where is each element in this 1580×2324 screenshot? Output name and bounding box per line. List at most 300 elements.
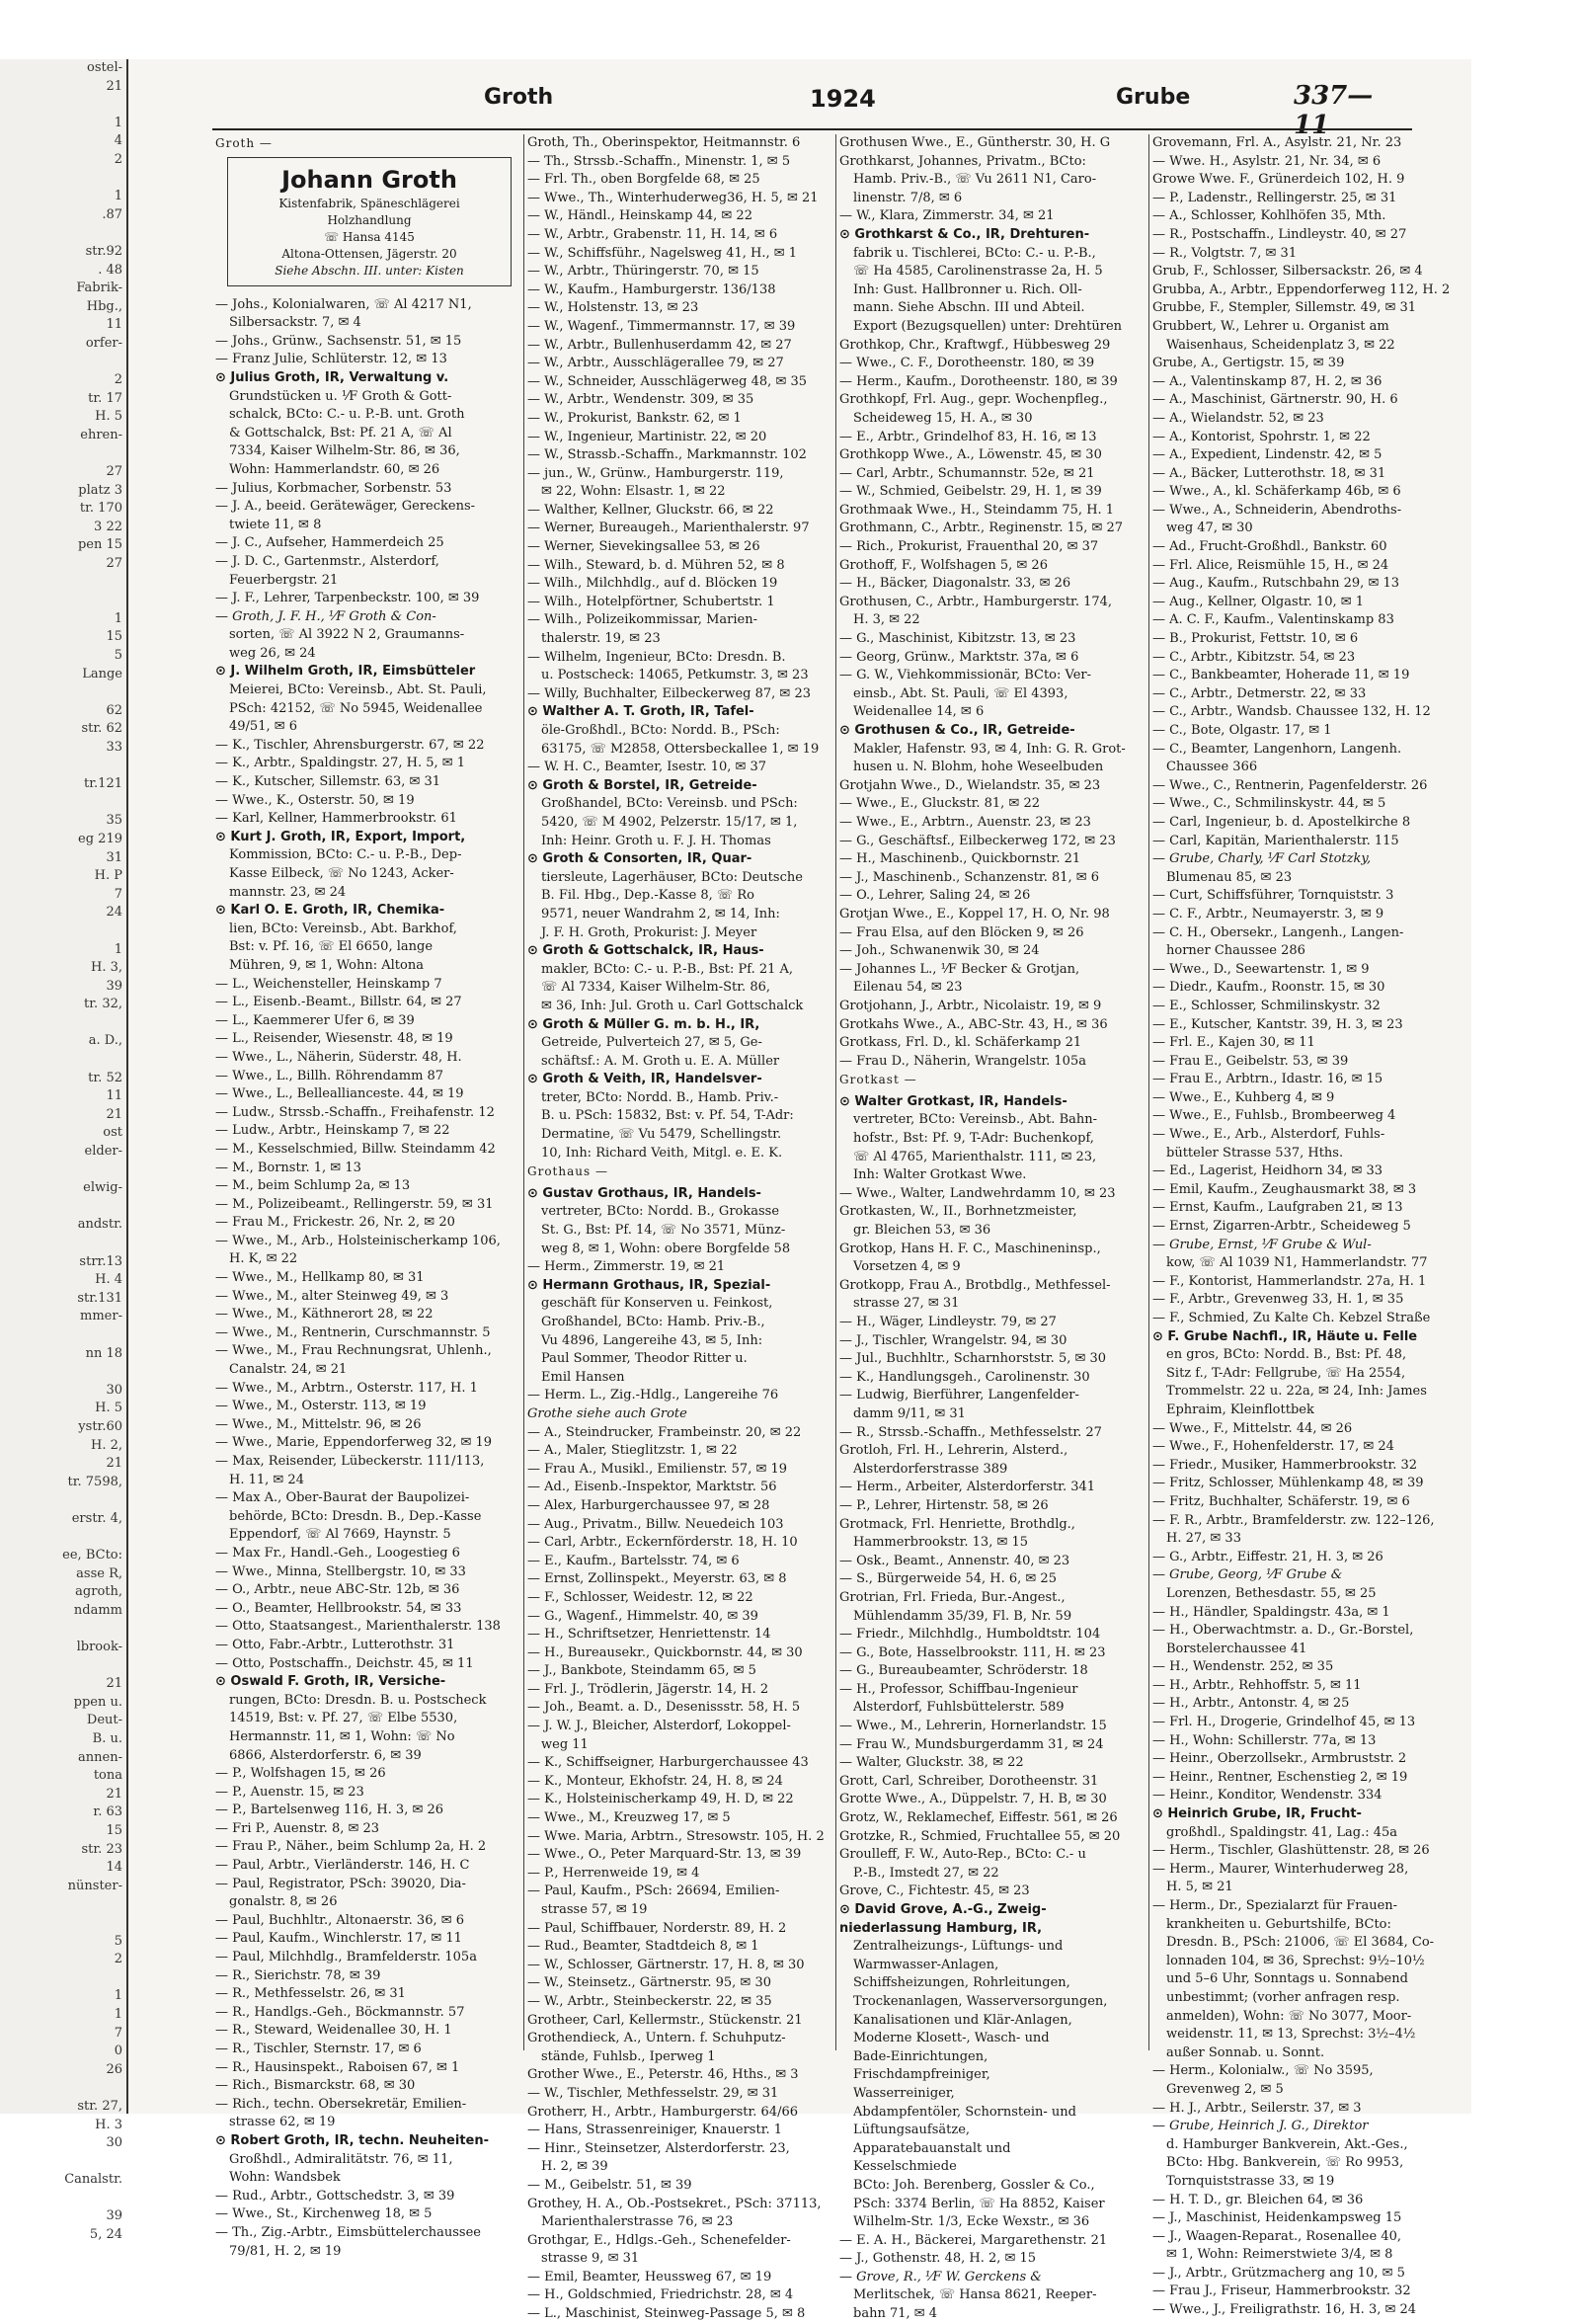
directory-entry: strasse 9, ✉ 31 xyxy=(541,2251,640,2267)
directory-entry: — L., Weichensteller, Heinskamp 7 xyxy=(215,976,442,992)
directory-entry: — Herm., Tischler, Glashüttenstr. 28, ✉ 26 xyxy=(1152,1843,1430,1859)
sliver-line: 1 xyxy=(114,610,122,626)
directory-entry: — Karl, Kellner, Hammerbrookstr. 61 xyxy=(215,811,457,827)
sliver-line: ystr.60 xyxy=(78,1418,122,1434)
ad-note: Siehe Abschn. III. unter: Kisten xyxy=(275,263,464,278)
directory-entry: — C., Arbtr., Detmerstr. 22, ✉ 33 xyxy=(1152,685,1367,701)
directory-entry: — Wwe., Minna, Stellbergstr. 10, ✉ 33 xyxy=(215,1563,466,1579)
directory-entry: — O., Beamter, Hellbrookstr. 54, ✉ 33 xyxy=(215,1600,462,1616)
directory-entry: H. 27, ✉ 33 xyxy=(1166,1531,1241,1547)
directory-entry: H. K, ✉ 22 xyxy=(229,1251,298,1267)
directory-entry: weg 47, ✉ 30 xyxy=(1166,521,1253,536)
directory-entry: Sitz f., T-Adr: Fellgrube, ☏ Ha 2554, xyxy=(1166,1365,1406,1381)
section-heading: Grotkast — xyxy=(839,1073,917,1087)
directory-entry: en gros, BCto: Nordd. B., Bst: Pf. 48, xyxy=(1166,1347,1407,1363)
directory-entry: — Osk., Beamt., Annenstr. 40, ✉ 23 xyxy=(839,1553,1070,1568)
directory-entry: Grove, C., Fichtestr. 45, ✉ 23 xyxy=(839,1883,1030,1899)
directory-entry: — J. A., beeid. Gerätewäger, Gereckens- xyxy=(215,499,476,515)
directory-entry: — Frau J., Friseur, Hammerbrookstr. 32 xyxy=(1152,2284,1411,2299)
directory-entry: — Wwe., M., alter Steinweg 49, ✉ 3 xyxy=(215,1288,449,1304)
directory-entry: — Wwe., E., Arbtrn., Auenstr. 23, ✉ 23 xyxy=(839,814,1091,830)
directory-entry: — W., Prokurist, Bankstr. 62, ✉ 1 xyxy=(527,410,742,426)
directory-entry: — Wwe., L., Näherin, Süderstr. 48, H. xyxy=(215,1049,462,1065)
directory-entry: — Johs., Kolonialwaren, ☏ Al 4217 N1, xyxy=(215,296,472,312)
directory-entry: Meierei, BCto: Vereinsb., Abt. St. Pauli, xyxy=(229,682,487,698)
directory-entry: — Herm., Zimmerstr. 19, ✉ 21 xyxy=(527,1259,726,1275)
directory-entry: J. F. H. Groth, Prokurist: J. Meyer xyxy=(541,924,757,940)
directory-entry: — G., Geschäftsf., Eilbeckerweg 172, ✉ 23 xyxy=(839,833,1116,848)
directory-entry: — Wwe., F., Mittelstr. 44, ✉ 26 xyxy=(1152,1420,1353,1436)
directory-entry: — Aug., Privatm., Billw. Neuedeich 103 xyxy=(527,1516,784,1532)
sliver-line: 15 xyxy=(106,1823,122,1838)
directory-entry: — G., Arbtr., Eiffestr. 21, H. 3, ✉ 26 xyxy=(1152,1549,1383,1564)
directory-entry: Grotjahn Wwe., D., Wielandstr. 35, ✉ 23 xyxy=(839,777,1101,793)
directory-entry: Trockenanlagen, Wasserversorgungen, xyxy=(853,1993,1108,2009)
directory-entry: — L., Reisender, Wiesenstr. 48, ✉ 19 xyxy=(215,1031,453,1047)
directory-entry: — R., Strssb.-Schaffn., Methfesselstr. 27 xyxy=(839,1424,1102,1440)
directory-entry: Dermatine, ☏ Vu 5479, Schellingstr. xyxy=(541,1127,782,1143)
directory-entry: — J. C., Aufseher, Hammerdeich 25 xyxy=(215,535,444,551)
directory-entry: — Georg, Grünw., Marktstr. 37a, ✉ 6 xyxy=(839,649,1079,665)
directory-entry: — A., Kontorist, Spohrstr. 1, ✉ 22 xyxy=(1152,429,1371,444)
directory-entry: ⊙ Walther A. T. Groth, IR, Tafel- xyxy=(527,704,754,720)
directory-entry: Grothey, H. A., Ob.-Postsekret., PSch: 37113, xyxy=(527,2196,822,2211)
directory-entry: — P., Wolfshagen 15, ✉ 26 xyxy=(215,1766,386,1782)
directory-entry: Wilhelm-Str. 1/3, Ecke Wexstr., ✉ 36 xyxy=(853,2214,1090,2230)
directory-entry: — Walther, Kellner, Gluckstr. 66, ✉ 22 xyxy=(527,502,774,518)
directory-entry: — Wwe., M., Mittelstr. 96, ✉ 26 xyxy=(215,1416,422,1432)
directory-entry: — C. F., Arbtr., Neumayerstr. 3, ✉ 9 xyxy=(1152,906,1384,922)
directory-entry: treter, BCto: Nordd. B., Hamb. Priv.- xyxy=(541,1089,779,1105)
directory-entry: Vu 4896, Langereihe 43, ✉ 5, Inh: xyxy=(541,1332,763,1348)
sliver-line xyxy=(0,1014,126,1033)
directory-entry: — W., Klara, Zimmerstr. 34, ✉ 21 xyxy=(839,208,1055,224)
directory-entry: — Wilh., Steward, b. d. Mühren 52, ✉ 8 xyxy=(527,557,785,573)
directory-entry: Grothgar, E., Hdlgs.-Geh., Schenefelder- xyxy=(527,2232,791,2248)
directory-entry: — Wwe., L., Billh. Röhrendamm 87 xyxy=(215,1068,444,1083)
directory-entry: — Ad., Eisenb.-Inspektor, Marktstr. 56 xyxy=(527,1480,777,1495)
directory-entry: — Friedr., Musiker, Hammerbrookstr. 32 xyxy=(1152,1457,1418,1473)
advertisement-box xyxy=(227,157,512,286)
directory-entry: — Wwe., K., Osterstr. 50, ✉ 19 xyxy=(215,792,415,808)
directory-entry: strasse 57, ✉ 19 xyxy=(541,1902,648,1917)
directory-entry: — W., Arbtr., Ausschlägerallee 79, ✉ 27 xyxy=(527,356,784,371)
sliver-line xyxy=(0,354,126,372)
ad-line: Kistenfabrik, Späneschlägerei xyxy=(278,196,460,210)
sliver-line: 1 xyxy=(114,1988,122,2004)
sliver-line: eg 219 xyxy=(78,831,122,846)
directory-entry: unbestimmt; (vorher anfragen resp. xyxy=(1166,1989,1400,2005)
directory-entry: — C., Bote, Olgastr. 17, ✉ 1 xyxy=(1152,723,1332,738)
directory-entry: — Wwe., M., Rentnerin, Curschmannstr. 5 xyxy=(215,1324,491,1340)
previous-page-edge xyxy=(0,59,128,2243)
directory-entry: — Th., Zig.-Arbtr., Eimsbüttelerchaussee xyxy=(215,2224,481,2240)
directory-entry: — Grube, Georg, ⅟F Grube & xyxy=(1152,1567,1343,1583)
directory-entry: Paul Sommer, Theodor Ritter u. xyxy=(541,1351,748,1367)
directory-entry: makler, BCto: C.- u. P.-B., Bst: Pf. 21 A, xyxy=(541,961,794,977)
directory-entry: — J., Gothenstr. 48, H. 2, ✉ 15 xyxy=(839,2251,1037,2267)
sliver-line: elder- xyxy=(84,1144,122,1160)
directory-entry: Grevenweg 2, ✉ 5 xyxy=(1166,2081,1284,2097)
directory-entry: — Wwe., E., Arb., Alsterdorf, Fuhls- xyxy=(1152,1127,1385,1143)
directory-entry: H. 2, ✉ 39 xyxy=(541,2159,608,2175)
directory-entry: Großhandel, BCto: Vereinsb. und PSch: xyxy=(541,796,798,812)
directory-entry: — H., Professor, Schiffbau-Ingenieur xyxy=(839,1681,1078,1697)
directory-entry: — Friedr., Milchhdlg., Humboldtstr. 104 xyxy=(839,1627,1101,1643)
directory-entry: — E., Arbtr., Grindelhof 83, H. 16, ✉ 13 xyxy=(839,429,1097,444)
directory-entry: — Paul, Buchhltr., Altonaerstr. 36, ✉ 6 xyxy=(215,1912,465,1928)
directory-entry: ⊙ Groth & Borstel, IR, Getreide- xyxy=(527,777,757,793)
directory-entry: — H., Schriftsetzer, Henriettenstr. 14 xyxy=(527,1627,771,1643)
directory-entry: — G., Bureaubeamter, Schröderstr. 18 xyxy=(839,1663,1088,1679)
directory-entry: ⊙ Julius Groth, IR, Verwaltung v. xyxy=(215,369,449,385)
directory-entry: — Rich., Prokurist, Frauenthal 20, ✉ 37 xyxy=(839,539,1099,555)
directory-entry: — G. W., Viehkommissionär, BCto: Ver- xyxy=(839,668,1092,683)
directory-entry: — P., Bartelsenweg 116, H. 3, ✉ 26 xyxy=(215,1803,444,1818)
directory-entry: — Aug., Kellner, Olgastr. 10, ✉ 1 xyxy=(1152,594,1365,609)
directory-entry: — Frl. Alice, Reismühle 15, H., ✉ 24 xyxy=(1152,557,1389,573)
sliver-line: 0 xyxy=(114,2044,122,2059)
directory-entry: Zentralheizungs-, Lüftungs- und xyxy=(853,1939,1064,1955)
directory-entry: — M., Bornstr. 1, ✉ 13 xyxy=(215,1160,361,1175)
sliver-line: H. 5 xyxy=(95,1401,122,1416)
directory-entry: — R., Handlgs.-Geh., Böckmannstr. 57 xyxy=(215,2004,465,2020)
directory-entry: — W., Schmied, Geibelstr. 29, H. 1, ✉ 39 xyxy=(839,484,1102,500)
sliver-line: .87 xyxy=(102,206,122,222)
directory-entry: Grotmack, Frl. Henriette, Brothdlg., xyxy=(839,1516,1075,1532)
directory-entry: kow, ☏ Al 1039 N1, Hammerlandstr. 77 xyxy=(1166,1255,1428,1271)
directory-entry: strasse 62, ✉ 19 xyxy=(229,2115,336,2130)
directory-entry: ⊙ Hermann Grothaus, IR, Spezial- xyxy=(527,1277,771,1293)
directory-entry: — H., Oberwachtmstr. a. D., Gr.-Borstel, xyxy=(1152,1623,1414,1639)
sliver-line: tr.121 xyxy=(84,776,122,792)
directory-entry: ☏ Ha 4585, Carolinenstrasse 2a, H. 5 xyxy=(853,264,1103,280)
page-header xyxy=(217,81,1402,140)
directory-entry: ✉ 36, Inh: Jul. Groth u. Carl Gottschalck xyxy=(541,998,804,1013)
directory-entry: Grube, A., Gertigstr. 15, ✉ 39 xyxy=(1152,356,1345,371)
directory-entry: — Heinr., Oberzollsekr., Armbruststr. 2 xyxy=(1152,1751,1407,1767)
sliver-line: 2 xyxy=(114,151,122,167)
directory-entry: — P., Ladenstr., Rellingerstr. 25, ✉ 31 xyxy=(1152,190,1397,205)
ad-line: Holzhandlung xyxy=(327,212,412,227)
directory-entry: 5420, ☏ M 4902, Pelzerstr. 15/17, ✉ 1, xyxy=(541,814,798,830)
directory-entry: — G., Wagenf., Himmelstr. 40, ✉ 39 xyxy=(527,1608,758,1624)
directory-entry: Marienthalerstrasse 76, ✉ 23 xyxy=(541,2214,734,2230)
directory-entry: Hammerbrookstr. 13, ✉ 15 xyxy=(853,1535,1029,1551)
sliver-line xyxy=(0,96,126,115)
directory-entry: — jun., W., Grünw., Hamburgerstr. 119, xyxy=(527,465,784,481)
directory-entry: — O., Arbtr., neue ABC-Str. 12b, ✉ 36 xyxy=(215,1582,460,1598)
sliver-line xyxy=(0,1363,126,1382)
directory-entry: weidenstr. 11, ✉ 13, Sprechst: 3½–4½ xyxy=(1166,2027,1416,2043)
directory-entry: — Carl, Ingenieur, b. d. Apostelkirche 8 xyxy=(1152,814,1411,830)
directory-entry: — H., Maschinenb., Quickbornstr. 21 xyxy=(839,851,1081,867)
directory-entry: — C. H., Obersekr., Langenh., Langen- xyxy=(1152,924,1404,940)
directory-entry: Waisenhaus, Scheidenplatz 3, ✉ 22 xyxy=(1166,337,1395,353)
directory-entry: — W., Arbtr., Wendenstr. 309, ✉ 35 xyxy=(527,392,754,408)
sliver-line: tr. 17 xyxy=(88,390,122,406)
directory-entry: — K., Arbtr., Spaldingstr. 27, H. 5, ✉ 1 xyxy=(215,756,466,771)
directory-entry: Export (Bezugsquellen) unter: Drehtüren xyxy=(853,318,1123,334)
directory-entry: — J., Bankbote, Steindamm 65, ✉ 5 xyxy=(527,1663,756,1679)
directory-entry: weg 11 xyxy=(541,1736,589,1752)
sliver-line xyxy=(0,1198,126,1217)
sliver-line xyxy=(0,683,126,702)
directory-entry: Mühren, 9, ✉ 1, Wohn: Altona xyxy=(229,957,424,973)
directory-entry: — Wilh., Milchhdlg., auf d. Blöcken 19 xyxy=(527,576,778,592)
sliver-line: 26 xyxy=(106,2061,122,2077)
directory-entry: — Wwe., D., Seewartenstr. 1, ✉ 9 xyxy=(1152,961,1370,977)
directory-entry: — Rud., Arbtr., Gottschedstr. 3, ✉ 39 xyxy=(215,2188,455,2204)
directory-entry: Grotjan Wwe., E., Koppel 17, H. O, Nr. 98 xyxy=(839,906,1110,922)
directory-entry: Grotloh, Frl. H., Lehrerin, Alsterd., xyxy=(839,1443,1068,1459)
directory-entry: — Carl, Arbtr., Schumannstr. 52e, ✉ 21 xyxy=(839,465,1095,481)
directory-entry: — Paul, Registrator, PSch: 39020, Dia- xyxy=(215,1876,466,1891)
directory-entry: — J. F., Lehrer, Tarpenbeckstr. 100, ✉ 39 xyxy=(215,591,480,606)
directory-entry: P.-B., Imstedt 27, ✉ 22 xyxy=(853,1865,999,1881)
directory-entry: — W. H. C., Beamter, Isestr. 10, ✉ 37 xyxy=(527,760,767,775)
sliver-line: asse R, xyxy=(76,1565,122,1581)
directory-entry: — Werner, Sievekingsallee 53, ✉ 26 xyxy=(527,539,760,555)
directory-entry: Grothkarst, Johannes, Privatm., BCto: xyxy=(839,153,1086,169)
directory-entry: Ephraim, Kleinflottbek xyxy=(1166,1402,1314,1417)
section-heading: Grothaus — xyxy=(527,1164,608,1179)
directory-entry: — C., Bankbeamter, Hoherade 11, ✉ 19 xyxy=(1152,668,1410,683)
column-rule xyxy=(523,134,524,2050)
directory-entry: ⊙ Groth & Veith, IR, Handelsver- xyxy=(527,1072,762,1087)
column-1 xyxy=(215,134,521,2259)
directory-entry: — Julius, Korbmacher, Sorbenstr. 53 xyxy=(215,480,452,496)
sliver-line: 11 xyxy=(106,317,122,333)
directory-entry: — Herm. L., Zig.-Hdlg., Langereihe 76 xyxy=(527,1388,779,1403)
directory-entry: — Grube, Ernst, ⅟F Grube & Wul- xyxy=(1152,1237,1372,1252)
directory-entry: tiersleute, Lagerhäuser, BCto: Deutsche xyxy=(541,869,803,885)
directory-entry: öle-Großhdl., BCto: Nordd. B., PSch: xyxy=(541,723,780,738)
directory-entry: — Diedr., Kaufm., Roonstr. 15, ✉ 30 xyxy=(1152,980,1385,996)
directory-entry: — H., Arbtr., Antonstr. 4, ✉ 25 xyxy=(1152,1696,1350,1712)
sliver-line: orfer- xyxy=(85,335,122,351)
sliver-line: str.92 xyxy=(85,243,122,259)
directory-entry: linenstr. 7/8, ✉ 6 xyxy=(853,190,963,205)
sliver-line: 27 xyxy=(106,556,122,572)
sliver-line xyxy=(0,1969,126,1988)
directory-entry: — Frl. Th., oben Borgfelde 68, ✉ 25 xyxy=(527,172,760,188)
directory-entry: vertreter, BCto: Vereinsb., Abt. Bahn- xyxy=(853,1112,1098,1128)
directory-entry: — Grove, R., ⅟F W. Gerckens & xyxy=(839,2269,1042,2284)
directory-entry: ⊙ Walter Grotkast, IR, Handels- xyxy=(839,1093,1067,1109)
directory-entry: ⊙ Oswald F. Groth, IR, Versiche- xyxy=(215,1674,446,1690)
directory-entry: thalerstr. 19, ✉ 23 xyxy=(541,631,661,647)
directory-entry: Grotjohann, J., Arbtr., Nicolaistr. 19, ✉ 9 xyxy=(839,998,1102,1013)
directory-entry: — K., Kutscher, Sillemstr. 63, ✉ 31 xyxy=(215,774,441,790)
directory-entry: — Werner, Bureaugeh., Marienthalerstr. 97 xyxy=(527,521,810,536)
directory-entry: Wohn: Wandsbek xyxy=(229,2170,341,2186)
directory-entry: Moderne Klosett-, Wasch- und xyxy=(853,2031,1050,2046)
directory-entry: — H. J., Arbtr., Seilerstr. 37, ✉ 3 xyxy=(1152,2100,1362,2116)
directory-entry: damm 9/11, ✉ 31 xyxy=(853,1405,966,1421)
directory-entry: — Ed., Lagerist, Heidhorn 34, ✉ 33 xyxy=(1152,1163,1383,1179)
directory-entry: anmelden), Wohn: ☏ No 3077, Moor- xyxy=(1166,2008,1412,2024)
section-heading: Groth — xyxy=(215,136,273,150)
directory-entry: Kasse Eilbeck, ☏ No 1243, Acker- xyxy=(229,866,454,881)
directory-entry: — Heinr., Rentner, Eschenstieg 2, ✉ 19 xyxy=(1152,1769,1408,1785)
sliver-line: H. 3, xyxy=(90,960,122,976)
directory-entry: — Ad., Frucht-Großhdl., Bankstr. 60 xyxy=(1152,539,1387,555)
directory-entry: Grotkahs Wwe., A., ABC-Str. 43, H., ✉ 36 xyxy=(839,1016,1108,1032)
sliver-line: platz 3 xyxy=(78,482,122,498)
directory-entry: Grothusen Wwe., E., Güntherstr. 30, H. G xyxy=(839,135,1111,150)
directory-entry: — J. W. J., Bleicher, Alsterdorf, Lokoppel- xyxy=(527,1719,791,1734)
directory-entry: — Paul, Milchhdlg., Bramfelderstr. 105a xyxy=(215,1950,477,1965)
sliver-line: ee, BCto: xyxy=(62,1548,122,1563)
directory-entry: — J., Maschinenb., Schanzenstr. 81, ✉ 6 xyxy=(839,869,1100,885)
directory-entry: — Frau M., Frickestr. 26, Nr. 2, ✉ 20 xyxy=(215,1215,455,1231)
directory-entry: — Ludw., Arbtr., Heinskamp 7, ✉ 22 xyxy=(215,1123,450,1139)
sliver-line: 5 xyxy=(114,648,122,663)
directory-entry: 7334, Kaiser Wilhelm-Str. 86, ✉ 36, xyxy=(229,443,460,459)
sliver-line xyxy=(0,2079,126,2098)
directory-entry: — Wwe., L., Belleallianceste. 44, ✉ 19 xyxy=(215,1086,464,1102)
sliver-line: 31 xyxy=(106,849,122,865)
sliver-line: 1 xyxy=(114,115,122,130)
directory-entry: — W., Arbtr., Bullenhuserdamm 42, ✉ 27 xyxy=(527,337,792,353)
directory-entry: — K., Tischler, Ahrensburgerstr. 67, ✉ 22 xyxy=(215,737,485,753)
directory-entry: und 5–6 Uhr, Sonntags u. Sonnabend xyxy=(1166,1971,1408,1987)
directory-entry: weg 26, ✉ 24 xyxy=(229,645,316,661)
directory-entry: niederlassung Hamburg, IR, xyxy=(839,1920,1043,1936)
directory-entry: — W., Kaufm., Hamburgerstr. 136/138 xyxy=(527,281,776,297)
sliver-line: 15 xyxy=(106,629,122,645)
directory-entry: Kanalisationen und Klär-Anlagen, xyxy=(853,2012,1072,2028)
directory-entry: ⊙ Groth & Gottschalck, IR, Haus- xyxy=(527,943,764,959)
sliver-line: 21 xyxy=(106,78,122,94)
sliver-line: andstr. xyxy=(77,1217,122,1233)
directory-entry: Eilenau 54, ✉ 23 xyxy=(853,980,963,996)
sliver-line: 2 xyxy=(114,372,122,388)
directory-entry: gonalstr. 8, ✉ 26 xyxy=(229,1894,338,1910)
directory-entry: Grothkopp Wwe., A., Löwenstr. 45, ✉ 30 xyxy=(839,447,1102,463)
directory-entry: — C., Arbtr., Kibitzstr. 54, ✉ 23 xyxy=(1152,649,1356,665)
directory-entry: — Frau A., Musikl., Emilienstr. 57, ✉ 19 xyxy=(527,1461,788,1477)
directory-entry: Grub, F., Schlosser, Silbersackstr. 26, ✉ 4 xyxy=(1152,264,1423,280)
directory-entry: — A., Expedient, Lindenstr. 42, ✉ 5 xyxy=(1152,447,1382,463)
directory-entry: — Paul, Kaufm., Winchlerstr. 17, ✉ 11 xyxy=(215,1931,462,1947)
directory-entry: Eppendorf, ☏ Al 7669, Haynstr. 5 xyxy=(229,1527,451,1543)
directory-entry: — L., Maschinist, Steinweg-Passage 5, ✉ 8 xyxy=(527,2306,806,2322)
directory-entry: — R., Hausinspekt., Raboisen 67, ✉ 1 xyxy=(215,2059,460,2075)
sliver-line: 11 xyxy=(106,1088,122,1104)
directory-entry: — F., Arbtr., Grevenweg 33, H. 1, ✉ 35 xyxy=(1152,1292,1404,1308)
directory-entry: B. Fil. Hbg., Dep.-Kasse 8, ☏ Ro xyxy=(541,888,754,904)
directory-entry: 10, Inh: Richard Veith, Mitgl. e. E. K. xyxy=(541,1145,783,1161)
directory-entry: husen u. N. Blohm, hohe Weseelbuden xyxy=(853,760,1104,775)
directory-entry: PSch: 3374 Berlin, ☏ Ha 8852, Kaiser xyxy=(853,2196,1105,2211)
sliver-line: 30 xyxy=(106,2135,122,2151)
sliver-line: Lange xyxy=(82,666,122,681)
sliver-line xyxy=(0,1620,126,1639)
directory-entry: Bade-Einrichtungen, xyxy=(853,2048,988,2064)
sliver-line: tr. 7598, xyxy=(67,1474,122,1489)
sliver-line: a. D., xyxy=(88,1033,122,1049)
sliver-line xyxy=(0,758,126,776)
directory-entry: — J., Arbtr., Grützmacherg ang 10, ✉ 5 xyxy=(1152,2265,1405,2281)
sliver-line: B. u. xyxy=(92,1731,122,1747)
directory-entry: Grotzke, R., Schmied, Fruchtallee 55, ✉ 20 xyxy=(839,1828,1121,1844)
sliver-line: nn 18 xyxy=(85,1345,122,1361)
directory-entry: — Wwe. Maria, Arbtrn., Stresowstr. 105, H. 2 xyxy=(527,1828,825,1844)
sliver-line: ostel- xyxy=(87,60,122,75)
directory-entry: Grubba, A., Arbtr., Eppendorferweg 112, H. 2 xyxy=(1152,281,1451,297)
sliver-line xyxy=(0,794,126,813)
directory-entry: H. 3, ✉ 22 xyxy=(853,612,920,628)
directory-entry: — Wwe., Marie, Eppendorferweg 32, ✉ 19 xyxy=(215,1435,493,1451)
directory-entry: einsb., Abt. St. Pauli, ☏ El 4393, xyxy=(853,685,1068,701)
directory-entry: Grotherr, H., Arbtr., Hamburgerstr. 64/66 xyxy=(527,2104,799,2120)
directory-entry: Grovemann, Frl. A., Asylstr. 21, Nr. 23 xyxy=(1152,135,1402,150)
directory-entry: — Joh., Beamt. a. D., Desenissstr. 58, H. 5 xyxy=(527,1700,801,1716)
directory-entry: — F. R., Arbtr., Bramfelderstr. zw. 122–126, xyxy=(1152,1512,1435,1528)
directory-entry: Bst: v. Pf. 16, ☏ El 6650, lange xyxy=(229,939,434,955)
directory-entry: Grott, Carl, Schreiber, Dorotheenstr. 31 xyxy=(839,1773,1099,1789)
directory-entry: — W., Wagenf., Timmermannstr. 17, ✉ 39 xyxy=(527,318,796,334)
directory-entry: Lüftungsaufsätze, xyxy=(853,2123,971,2138)
directory-entry: — R., Methfesselstr. 26, ✉ 31 xyxy=(215,1986,406,2002)
directory-entry: — W., Strassb.-Schaffn., Markmannstr. 102 xyxy=(527,447,807,463)
sliver-line: mmer- xyxy=(80,1309,122,1324)
sliver-line: 27 xyxy=(106,464,122,480)
directory-entry: — Carl, Arbtr., Eckernförderstr. 18, H. 10 xyxy=(527,1535,798,1551)
directory-entry: — F., Schlosser, Weidestr. 12, ✉ 22 xyxy=(527,1589,753,1605)
directory-entry: — K., Holsteinischerkamp 49, H. D, ✉ 22 xyxy=(527,1792,794,1807)
directory-entry: — A., Maschinist, Gärtnerstr. 90, H. 6 xyxy=(1152,392,1398,408)
directory-entry: — Frau P., Näher., beim Schlump 2a, H. 2 xyxy=(215,1839,487,1855)
directory-entry: ⊙ Groth & Müller G. m. b. H., IR, xyxy=(527,1016,760,1032)
sliver-line: agroth, xyxy=(75,1584,122,1600)
directory-entry: 6866, Alsterdorferstr. 6, ✉ 39 xyxy=(229,1747,422,1763)
sliver-line xyxy=(0,1235,126,1253)
directory-entry: ⊙ Karl O. E. Groth, IR, Chemika- xyxy=(215,903,445,919)
directory-entry: — Aug., Kaufm., Rutschbahn 29, ✉ 13 xyxy=(1152,576,1400,592)
column-rule xyxy=(835,134,836,2050)
directory-entry: Growe Wwe. F., Grünerdeich 102, H. 9 xyxy=(1152,172,1405,188)
directory-entry: — Franz Julie, Schlüterstr. 12, ✉ 13 xyxy=(215,352,447,367)
directory-entry: — H. T. D., gr. Bleichen 64, ✉ 36 xyxy=(1152,2192,1364,2207)
directory-entry: Grothkop, Chr., Kraftwgf., Hübbesweg 29 xyxy=(839,337,1111,353)
directory-entry: — P., Auenstr. 15, ✉ 23 xyxy=(215,1784,364,1800)
directory-entry: — Wwe., M., Kreuzweg 17, ✉ 5 xyxy=(527,1810,731,1826)
directory-entry: Silbersackstr. 7, ✉ 4 xyxy=(229,315,361,331)
directory-entry: — M., Polizeibeamt., Rellingerstr. 59, ✉ 31 xyxy=(215,1196,494,1212)
directory-entry: Alsterdorf, Fuhlsbüttelerstr. 589 xyxy=(853,1700,1065,1716)
directory-entry: Grothmann, C., Arbtr., Reginenstr. 15, ✉ 27 xyxy=(839,521,1124,536)
directory-entry: — W., Schneider, Ausschlägerweg 48, ✉ 35 xyxy=(527,373,808,389)
directory-entry: u. Postscheck: 14065, Petkumstr. 3, ✉ 23 xyxy=(541,668,809,683)
sliver-line: H. 3 xyxy=(95,2117,122,2132)
directory-entry: ✉ 22, Wohn: Elsastr. 1, ✉ 22 xyxy=(541,484,726,500)
directory-entry: Vorsetzen 4, ✉ 9 xyxy=(853,1259,961,1275)
sliver-line: 5, 24 xyxy=(89,2227,122,2243)
directory-entry: — G., Bote, Hasselbrookstr. 111, H. ✉ 23 xyxy=(839,1644,1106,1660)
directory-entry: — Wwe., A., kl. Schäferkamp 46b, ✉ 6 xyxy=(1152,484,1401,500)
directory-entry: Groulleff, F. W., Auto-Rep., BCto: C.- u xyxy=(839,1847,1086,1863)
directory-entry: Grotte Wwe., A., Düppelstr. 7, H. B, ✉ 30 xyxy=(839,1792,1107,1807)
directory-entry: Inh: Heinr. Groth u. F. J. H. Thomas xyxy=(541,833,771,848)
directory-entry: Grothmaak Wwe., H., Steindamm 75, H. 1 xyxy=(839,502,1115,518)
sliver-line: H. 5 xyxy=(95,409,122,425)
directory-entry: — A., Schlosser, Kohlhöfen 35, Mth. xyxy=(1152,208,1386,224)
sliver-line: 35 xyxy=(106,813,122,829)
directory-entry: 63175, ☏ M2858, Ottersbeckallee 1, ✉ 19 xyxy=(541,741,820,757)
